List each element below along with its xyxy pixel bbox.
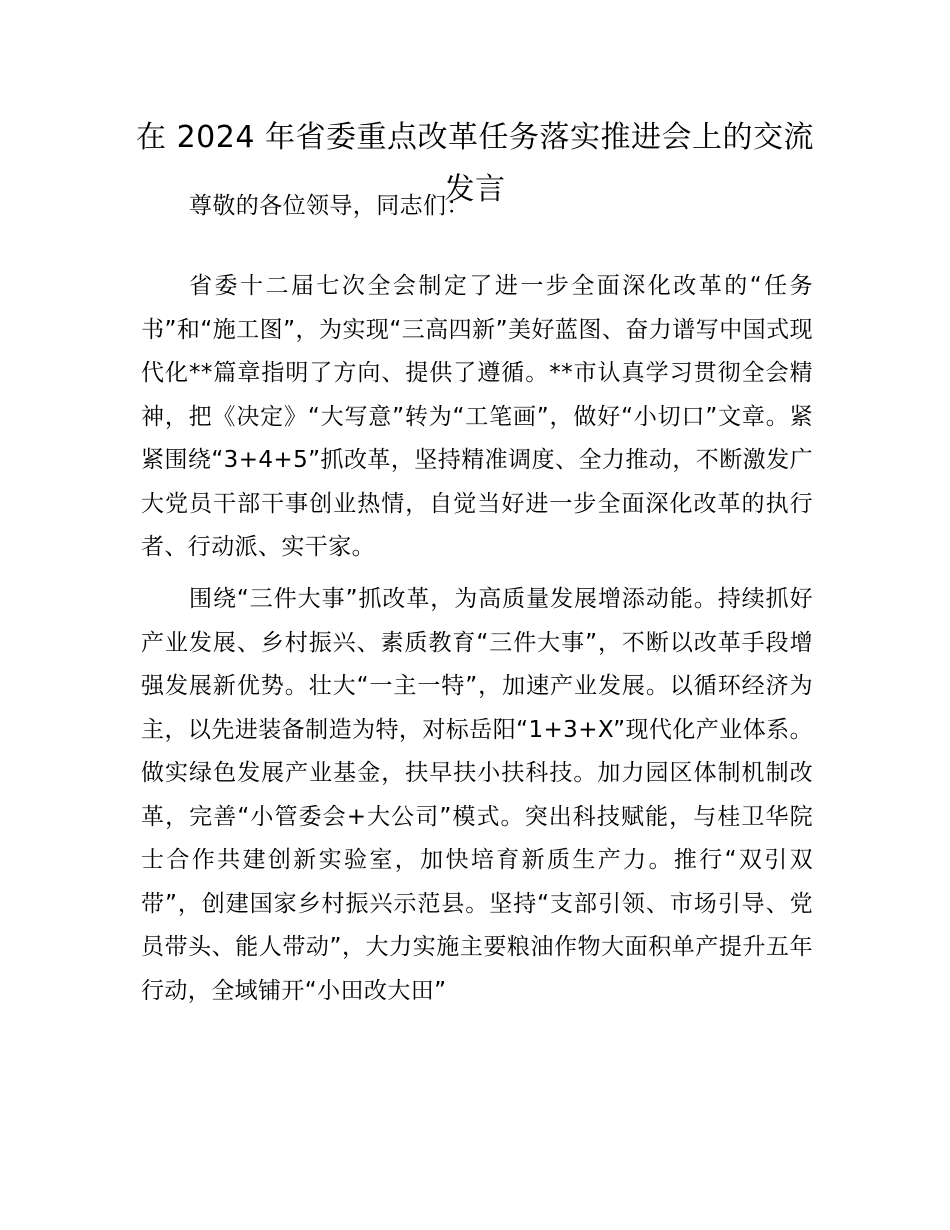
- document-title: 在 2024 年省委重点改革任务落实推进会上的交流发言: [136, 120, 814, 207]
- paragraph-1: 省委十二届七次全会制定了进一步全面深化改革的“任务书”和“施工图”，为实现“三高四新”美好蓝图、奋力谱写中国式现代化**篇章指明了方向、提供了遵循。**市认真学习贯彻全会精神，把《决定》“大写意”转为“工笔画”，做好“小切口”文章。紧紧围绕“3+4+5”抓改革，坚持精准调度、全力推动，不断激发广大党员干部干事创业热情，自觉当好进一步全面深化改革的执行者、行动派、实干家。: [141, 273, 813, 560]
- greeting-line: 尊敬的各位领导，同志们：: [189, 193, 470, 219]
- paragraph-2: 围绕“三件大事”抓改革，为高质量发展增添动能。持续抓好产业发展、乡村振兴、素质教育“三件大事”，不断以改革手段增强发展新优势。壮大“一主一特”，加速产业发展。以循环经济为主，以先进装备制造为特，对标岳阳“1+3+X”现代化产业体系。做实绿色发展产业基金，扶早扶小扶科技。加力园区体制机制改革，完善“小管委会+大公司”模式。突出科技赋能，与桂卫华院士合作共建创新实验室，加快培育新质生产力。推行“双引双带”，创建国家乡村振兴示范县。坚持“支部引领、市场引导、党员带头、能人带动”，大力实施主要粮油作物大面积单产提升五年行动，全域铺开“小田改大田”: [141, 586, 813, 1004]
